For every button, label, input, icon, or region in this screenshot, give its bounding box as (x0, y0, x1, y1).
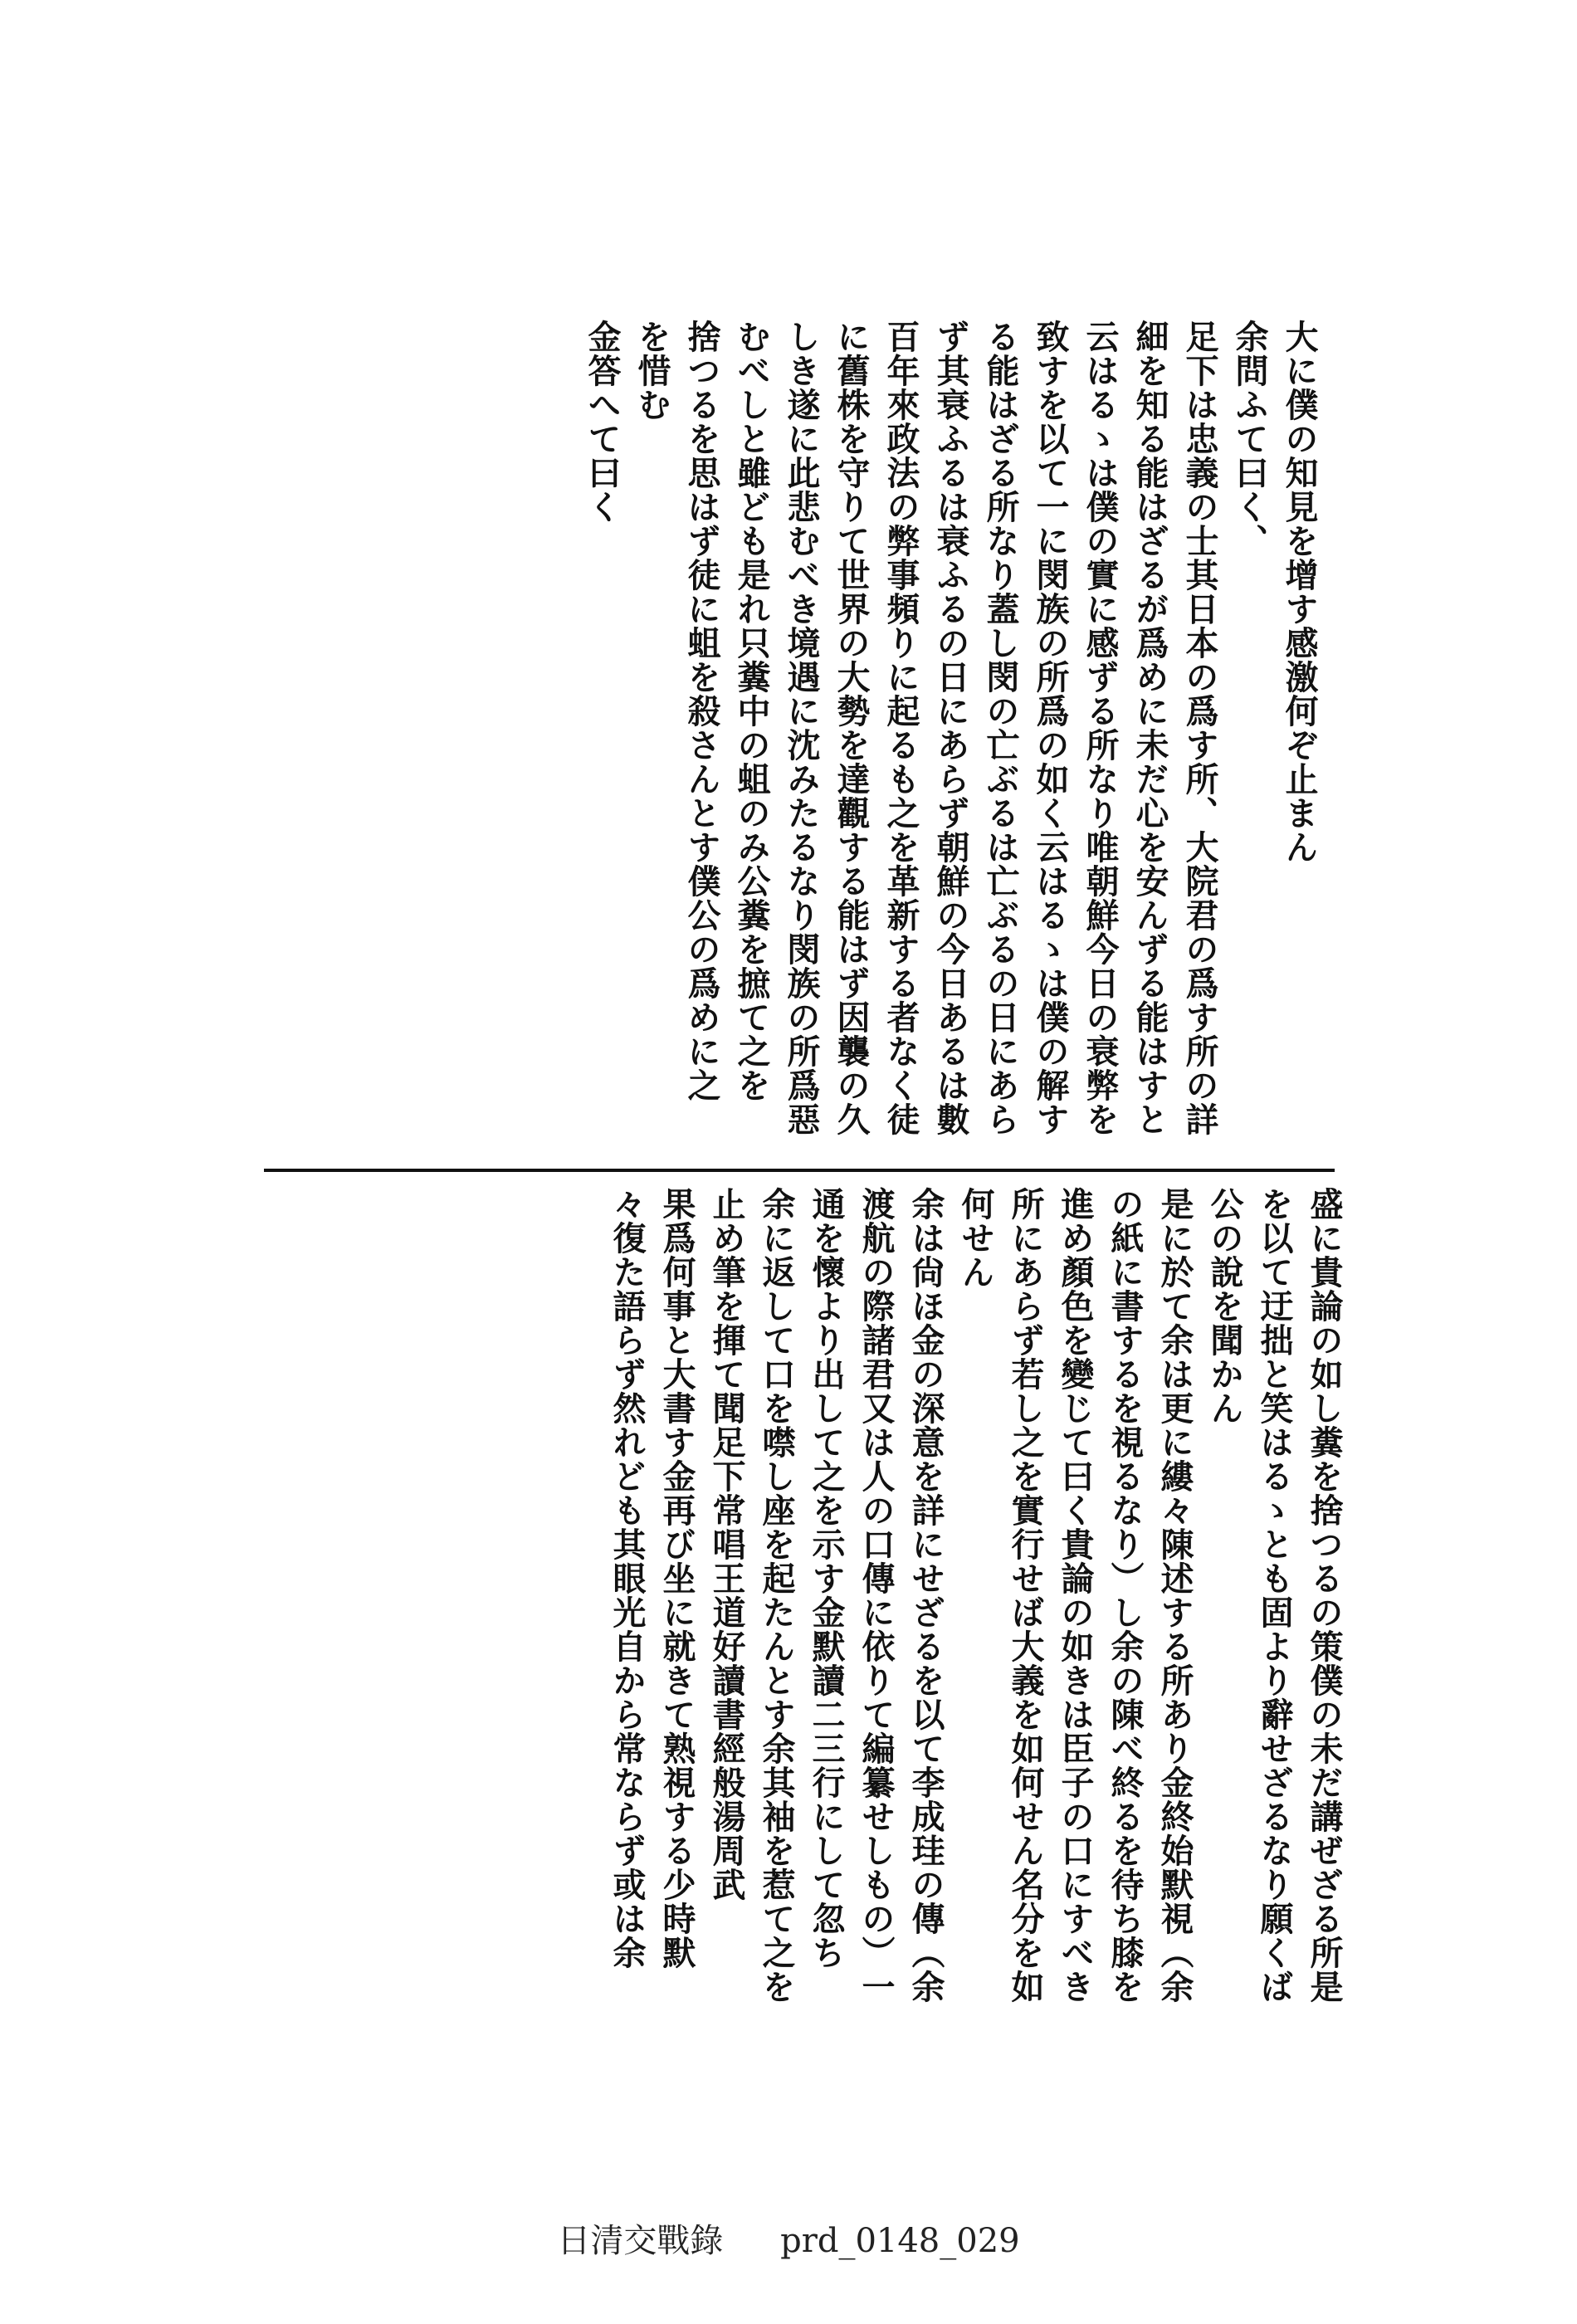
footer-title: 日清交戰錄 (557, 2222, 724, 2260)
text-column: 進め顏色を變じて曰く貴論の如きは臣子の口にすべき (1056, 1187, 1095, 2004)
text-column: 何せん (956, 1187, 995, 1289)
upper-text-block (278, 320, 1324, 1150)
page-footer (0, 2214, 1577, 2262)
text-column: 余に返して口を噤し座を起たんとす余其袖を惹て之を (757, 1187, 796, 2004)
text-column: に舊株を守りて世界の大勢を達觀する能はず因襲の久 (832, 320, 871, 1136)
footer-code: prd_0148_029 (780, 2222, 1020, 2260)
text-column: 足下は忠義の士其日本の爲す所、大院君の爲す所の詳 (1180, 320, 1219, 1136)
text-column: 余問ふて曰く、 (1230, 320, 1269, 558)
text-column: 余は尙ほ金の深意を詳にせざるを以て李成珪の傳（余 (906, 1187, 945, 2004)
text-column: むべしと雖ども是れ只糞中の蛆のみ公糞を摭て之を (732, 320, 771, 1102)
text-column: 百年來政法の弊事頻りに起るも之を革新する者なく徒 (881, 320, 920, 1136)
text-column: 大に僕の知見を增す感激何ぞ止まん (1280, 320, 1319, 864)
text-column: 所にあらず若し之を實行せば大義を如何せん名分を如 (1006, 1187, 1045, 2004)
text-column: 捨つるを思はず徒に蛆を殺さんとす僕公の爲めに之 (682, 320, 721, 1102)
text-column: を惜む (632, 320, 671, 422)
text-column: 々復た語らず然れども其眼光自から常ならず或は余 (608, 1187, 647, 1970)
text-column: 果爲何事と大書す金再び坐に就きて熟視する少時默 (657, 1187, 696, 1970)
text-column: 止め筆を揮て聞足下常唱王道好讀書經般湯周武 (707, 1187, 746, 1902)
text-column: 通を懷より出して之を示す金默讀二三行にして忽ち (807, 1187, 846, 1970)
text-column: の紙に書するを視るなり）し余の陳べ終るを待ち膝を (1106, 1187, 1145, 2004)
text-column: 致すを以て一に閔族の所爲の如く云はるゝは僕の解す (1031, 320, 1070, 1136)
text-column: 云はるゝは僕の實に感ずる所なり唯朝鮮今日の衰弊を (1081, 320, 1120, 1136)
text-column: 盛に貴論の如し糞を捨つるの策僕の未だ講ぜざる所是 (1305, 1187, 1344, 2004)
text-column: 細を知る能はざるが爲めに未だ心を安んずる能はすと (1130, 320, 1169, 1136)
text-column: しき遂に此悲むべき境遇に沈みたるなり閔族の所爲惡 (782, 320, 821, 1136)
lower-text-block (278, 1187, 1349, 2017)
section-divider (264, 1169, 1335, 1172)
text-column: を以て迂拙と笑はるゝとも固より辭せざるなり願くば (1255, 1187, 1294, 2004)
text-column: 公の說を聞かん (1205, 1187, 1244, 1425)
text-column: る能はざる所なり蓋し閔の亡ぶるは亡ぶるの日にあら (981, 320, 1020, 1136)
text-column: ず其衰ふるは衰ふるの日にあらず朝鮮の今日あるは數 (931, 320, 970, 1136)
text-column: 是に於て余は更に縷々陳述する所あり金終始默視（余 (1155, 1187, 1194, 2004)
text-column: 渡航の際諸君又は人の口傳に依りて編纂せしもの）一 (857, 1187, 896, 2004)
text-column: 金答へて曰く (583, 320, 622, 524)
